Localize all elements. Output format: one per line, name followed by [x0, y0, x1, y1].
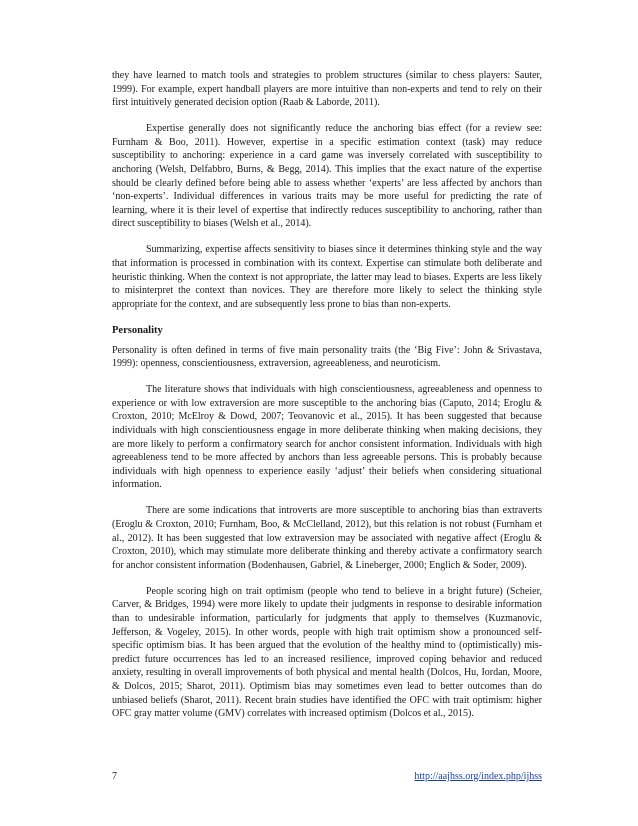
body-text	[112, 69, 542, 721]
page-number: 7	[112, 771, 117, 782]
journal-url-link[interactable]: http://aajhss.org/index.php/ijhss	[414, 771, 542, 782]
section-heading: Personality	[112, 324, 163, 336]
paragraph: People scoring high on trait optimism (people who tend to believe in a bright future) (Scheier, Carver, & Bridges, 1994) were more likely to update their judgments in response to desirable information than to undesirable information, particularly for judgments that apply to themselves (Kuzmanovic, Jefferson, & Vogeley, 2015). In other words, people with high trait optimism show a pronounced self-specific optimism bias. It has been argued that the evolution of the healthy mind to (optimistically) mis-predict future occurrences has led to an increased resilience, improved coping behavior and reduced anxiety, resulting in overall improvements of both physical and mental health (Dolcos, Hu, Iordan, Moore, & Dolcos, 2015; Sharot, 2011). Optimism bias may sometimes even lead to better outcomes than do unbiased beliefs (Sharot, 2011). Recent brain studies have identified the OFC with trait optimism: higher OFC gray matter volume (GMV) correlates with increased optimism (Dolcos et al., 2015).	[112, 585, 542, 720]
paragraph: they have learned to match tools and strategies to problem structures (similar to chess players: Sauter, 1999). For example, expert handball players are more intuitive than non-experts and tend to rely on their first intuitively generated decision option (Raab & Laborde, 2011).	[112, 70, 542, 109]
paragraph: Personality is often defined in terms of five main personality traits (the ‘Big Five’: John & Srivastava, 1999): openness, conscientiousness, extraversion, agreeableness, and neuroticism.	[112, 344, 542, 370]
paragraph: Summarizing, expertise affects sensitivity to biases since it determines thinking style and the way that information is processed in combination with its context. Expertise can stimulate both deliberate and heuristic thinking. When the context is not appropriate, the latter may lead to biases. Experts are less likely to misinterpret the context than novices. They are therefore more likely to select the thinking style appropriate for the context, and are subsequently less prone to bias than non-experts.	[112, 244, 542, 310]
paragraph: There are some indications that introverts are more susceptible to anchoring bias than extraverts (Eroglu & Croxton, 2010; Furnham, Boo, & McClelland, 2012), but this relation is not robust (Furnham et al., 2012). It has been suggested that low extraversion may be associated with negative affect (Eroglu & Croxton, 2010), which may stimulate more deliberate thinking and thereby activate a confirmatory search for anchor consistent information (Bodenhausen, Gabriel, & Lineberger, 2000; Englich & Soder, 2009).	[112, 505, 542, 571]
paragraph: The literature shows that individuals with high conscientiousness, agreeableness and openness to experience or with low extraversion are more susceptible to the anchoring bias (Caputo, 2014; Eroglu & Croxton, 2010; McElroy & Dowd, 2007; Teovanovic et al., 2015). It has been suggested that because individuals with high conscientiousness engage in more deliberate thinking when making decisions, they are more likely to perform a confirmatory search for anchor consistent information. Individuals with high agreeableness tend to be more affected by anchors than less agreeable persons. This is probably because individuals with high openness to experience easily ‘adjust’ their beliefs when considering situational information.	[112, 384, 542, 491]
paragraph: Expertise generally does not significantly reduce the anchoring bias effect (for a review see: Furnham & Boo, 2011). However, expertise in a specific estimation context (task) may reduce susceptibility to anchoring: experience in a card game was inversely correlated with susceptibility to anchoring (Welsh, Delfabbro, Burns, & Begg, 2014). This implies that the exact nature of the expertise should be clearly defined before being able to assess whether ‘experts’ are less affected by anchors than ‘non-experts’. Individual differences in various traits may be more useful for predicting the rate of learning, where it is their level of expertise that indirectly reduces susceptibility to anchoring, rather than direct susceptibility to biases (Welsh et al., 2014).	[112, 123, 542, 230]
page-footer	[112, 771, 542, 783]
